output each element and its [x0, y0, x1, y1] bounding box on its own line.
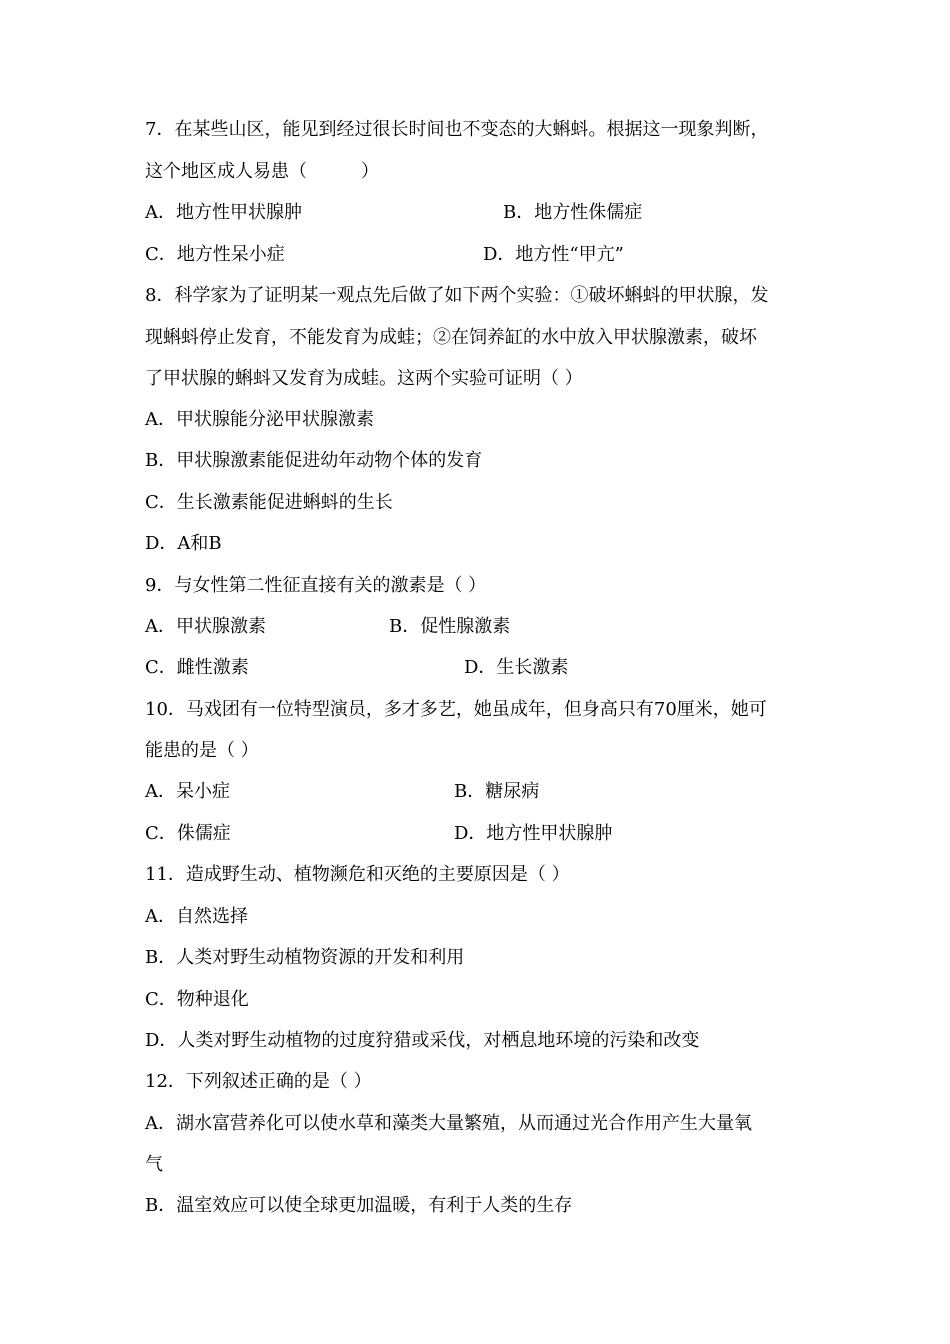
- question-7-line-2: 这个地区成人易患（ ）: [145, 161, 379, 182]
- question-8-option-d: D．A和B: [145, 533, 222, 554]
- question-9-option-c: C．雌性激素: [145, 657, 249, 678]
- question-10-line-1: 10．马戏团有一位特型演员，多才多艺，她虽成年，但身高只有70厘米，她可: [145, 699, 767, 720]
- question-12-option-a-continued: 气: [145, 1154, 163, 1175]
- question-11-option-b: B．人类对野生动植物资源的开发和利用: [145, 947, 465, 968]
- question-11-option-d: D．人类对野生动植物的过度狩猎或采伐，对栖息地环境的污染和改变: [145, 1030, 700, 1051]
- question-7-option-a: A．地方性甲状腺肿: [145, 202, 302, 223]
- question-11-line-1: 11．造成野生动、植物濒危和灭绝的主要原因是（ ）: [145, 864, 570, 885]
- question-11-option-c: C．物种退化: [145, 989, 249, 1010]
- question-9-option-d: D．生长激素: [464, 657, 569, 678]
- question-8-line-1: 8．科学家为了证明某一观点先后做了如下两个实验：①破坏蝌蚪的甲状腺，发: [145, 285, 769, 306]
- question-11-option-a: A．自然选择: [145, 906, 248, 927]
- question-10-option-c: C．侏儒症: [145, 823, 231, 844]
- question-8-line-2: 现蝌蚪停止发育，不能发育为成蛙；②在饲养缸的水中放入甲状腺激素，破坏: [145, 327, 757, 348]
- question-7-option-d: D．地方性“甲亢”: [483, 244, 624, 265]
- question-8-option-c: C．生长激素能促进蝌蚪的生长: [145, 492, 393, 513]
- question-9-option-a: A．甲状腺激素: [145, 616, 266, 637]
- question-7-option-b: B．地方性侏儒症: [503, 202, 643, 223]
- question-8-option-a: A．甲状腺能分泌甲状腺激素: [145, 409, 374, 430]
- question-7-line-1: 7．在某些山区，能见到经过很长时间也不变态的大蝌蚪。根据这一现象判断，: [145, 119, 769, 140]
- question-12-line-1: 12．下列叙述正确的是（ ）: [145, 1071, 372, 1092]
- question-12-option-b: B．温室效应可以使全球更加温暖，有利于人类的生存: [145, 1195, 573, 1216]
- question-10-line-2: 能患的是（ ）: [145, 740, 259, 761]
- question-7-option-c: C．地方性呆小症: [145, 244, 285, 265]
- question-9-option-b: B．促性腺激素: [389, 616, 511, 637]
- question-10-option-a: A．呆小症: [145, 781, 230, 802]
- question-12-option-a: A．湖水富营养化可以使水草和藻类大量繁殖，从而通过光合作用产生大量氧: [145, 1113, 752, 1134]
- question-8-line-3: 了甲状腺的蝌蚪又发育为成蛙。这两个实验可证明（ ）: [145, 368, 583, 389]
- question-9-line-1: 9．与女性第二性征直接有关的激素是（ ）: [145, 575, 487, 596]
- question-8-option-b: B．甲状腺激素能促进幼年动物个体的发育: [145, 450, 483, 471]
- question-10-option-d: D．地方性甲状腺肿: [454, 823, 613, 844]
- question-10-option-b: B．糖尿病: [454, 781, 540, 802]
